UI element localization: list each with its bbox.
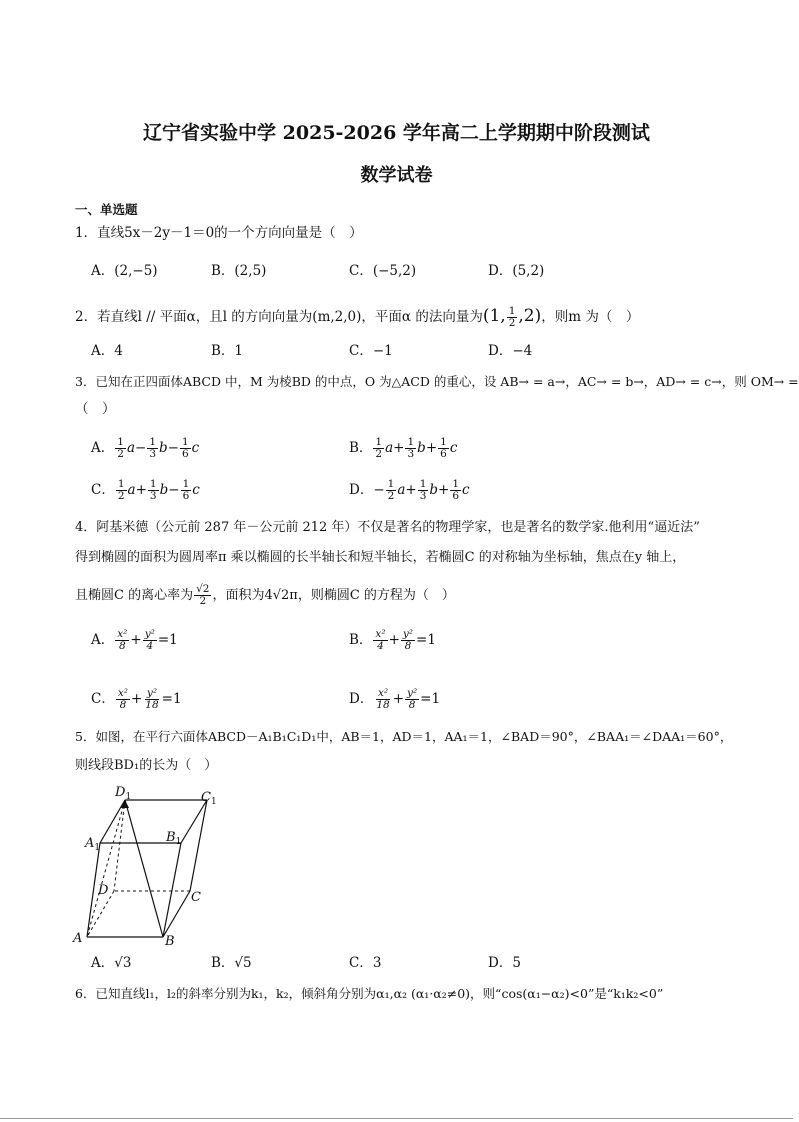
frac-den: 6 [440, 448, 447, 460]
q1-option-a: A．(2,−5) [91, 263, 158, 279]
q4-line3-part-a: 且椭圆C 的离心率为 [75, 588, 194, 603]
frac-den: 8 [404, 640, 412, 652]
q4-option-b [349, 628, 436, 652]
frac-num: 1 [440, 436, 447, 448]
q1-option-b: B．(2,5) [211, 263, 267, 279]
section-heading: 一、单选题 [75, 202, 138, 217]
edge-b1b [163, 843, 181, 937]
q2-option-b: B．1 [211, 343, 244, 359]
operator: + [393, 440, 405, 456]
q3-option-a-letter: A． [91, 440, 115, 456]
frac-num: 1 [407, 436, 415, 448]
frac-num: x² [375, 628, 386, 640]
edge-d1d [114, 800, 125, 891]
frac-den: 2 [375, 448, 383, 460]
label-c1: $C_1$ [201, 790, 217, 807]
rhs: =1 [416, 632, 436, 648]
q4-option-b-letter: B． [349, 632, 373, 648]
frac-num: y² [144, 628, 155, 640]
frac-den: 3 [419, 490, 427, 502]
operator: + [388, 632, 400, 648]
q2-option-d: D．−4 [488, 343, 533, 359]
q3-option-c-letter: C． [91, 482, 115, 498]
frac-num: y² [407, 687, 418, 699]
label-c: C [191, 890, 201, 905]
frac-den: 8 [119, 699, 127, 711]
q4-option-c [91, 687, 182, 711]
frac-num: 1 [387, 478, 395, 490]
question-4-line-1: 4．阿基米德（公元前 287 年－公元前 212 年）不仅是著名的物理学家，也是著名的数学家.他利用“逼近法” [75, 520, 700, 535]
frac-den: 18 [145, 699, 159, 711]
frac-den: 2 [117, 448, 124, 460]
q3-option-a [91, 436, 199, 460]
q4-line3-part-b: ，面积为4√2π，则椭圆C 的方程为（ ） [212, 588, 455, 603]
page-bottom-rule [0, 1118, 793, 1119]
q5-option-d: D．5 [488, 955, 521, 971]
q4-option-a-letter: A． [91, 632, 115, 648]
q2-option-c: C．−1 [349, 343, 393, 359]
frac-num: 1 [149, 436, 156, 448]
frac-num: 1 [182, 478, 190, 490]
vector-c: c [191, 440, 200, 456]
frac-num: 1 [149, 478, 157, 490]
parallelepiped-figure [70, 780, 217, 950]
q3-option-d [349, 478, 470, 502]
q5-option-a: A．√3 [91, 955, 132, 971]
frac-den: 4 [146, 640, 154, 652]
q3-option-b-letter: B． [349, 440, 373, 456]
question-1-stem: 1．直线5x－2y－1＝0的一个方向向量是（ ） [75, 225, 363, 241]
vector-b: b [429, 482, 439, 498]
edge-a1d1 [100, 800, 125, 843]
label-a1: $A_1$ [85, 836, 101, 853]
eccentricity-den: 2 [199, 595, 207, 607]
question-2-stem [75, 306, 639, 329]
vector-c: c [192, 482, 200, 498]
operator: + [392, 691, 405, 707]
q5-option-c: C．3 [349, 955, 382, 971]
operator: − [168, 482, 180, 498]
eccentricity-num: √2 [196, 583, 210, 595]
frac-num: 1 [452, 478, 460, 490]
frac-den: 18 [376, 699, 390, 711]
q2-normal-vector-fraction [507, 306, 518, 329]
question-6-stem: 6．已知直线l₁，l₂的斜率分别为k₁，k₂，倾斜角分别为α₁,α₂ (α₁·α₂≠0)，则“cos(α₁−α₂)<0”是“k₁k₂<0” [75, 986, 664, 1001]
question-5-line-2: 则线段BD₁的长为（ ） [75, 758, 218, 773]
frac-num: 1 [181, 436, 189, 448]
q2-normal-vector-open: (1, [482, 306, 506, 326]
q2-option-a: A．4 [91, 343, 123, 359]
segment-ad1 [87, 800, 125, 937]
frac-den: 3 [149, 448, 156, 460]
frac-num: y² [402, 628, 414, 640]
operator: − [373, 482, 385, 498]
frac-den: 4 [377, 640, 384, 652]
q4-option-d-letter: D． [349, 691, 374, 707]
operator: + [130, 632, 142, 648]
q2-stem-part-b: ，则m 为（ ） [541, 309, 640, 325]
frac-den: 6 [182, 490, 190, 502]
q4-option-a [91, 628, 178, 652]
rhs: =1 [157, 632, 178, 648]
operator: + [130, 691, 143, 707]
question-3-stem-cont: （ ） [75, 401, 116, 417]
rhs: =1 [161, 691, 182, 707]
vector-a: a [126, 440, 135, 456]
frac-den: 6 [452, 490, 460, 502]
vector-a: a [385, 440, 394, 456]
q3-option-d-letter: D． [349, 482, 374, 498]
segment-bd1 [125, 800, 163, 937]
frac-den: 8 [408, 699, 416, 711]
frac-den: 3 [149, 490, 157, 502]
label-b1: $B_1$ [166, 830, 182, 847]
frac-den: 3 [407, 448, 415, 460]
frac-num: 1 [117, 478, 125, 490]
q3-option-c [91, 478, 200, 502]
frac-den: 6 [181, 448, 189, 460]
frac-num: 1 [117, 436, 124, 448]
operator: − [135, 440, 147, 456]
vector-b: b [159, 482, 169, 498]
q2-frac-num: 1 [508, 305, 516, 317]
frac-num: 1 [419, 478, 427, 490]
label-b: B [165, 934, 175, 949]
label-d: D [98, 883, 109, 898]
vector-b: b [417, 440, 426, 456]
vector-a: a [397, 482, 406, 498]
question-4-line-3 [75, 584, 455, 607]
page-title: 辽宁省实验中学 2025-2026 学年高二上学期期中阶段测试 [143, 122, 650, 144]
q2-frac-den: 2 [508, 317, 516, 329]
frac-den: 8 [118, 640, 126, 652]
q4-option-d [349, 687, 440, 711]
q1-option-d: D．(5,2) [488, 263, 545, 279]
frac-den: 2 [387, 490, 395, 502]
operator: + [438, 482, 450, 498]
label-a: A [73, 931, 83, 946]
operator: + [405, 482, 417, 498]
q1-option-c: C．(−5,2) [349, 263, 417, 279]
operator: − [167, 440, 179, 456]
operator: + [425, 440, 438, 456]
vector-b: b [159, 440, 168, 456]
page-subtitle: 数学试卷 [360, 165, 433, 186]
frac-num: 1 [375, 436, 383, 448]
vector-a: a [127, 482, 136, 498]
frac-num: y² [146, 687, 158, 699]
frac-den: 2 [117, 490, 125, 502]
rhs: =1 [420, 691, 441, 707]
frac-num: x² [377, 687, 389, 699]
frac-num: x² [117, 687, 128, 699]
frac-num: x² [117, 628, 128, 640]
q4-option-c-letter: C． [91, 691, 115, 707]
q2-normal-vector-close: ,2) [518, 306, 542, 326]
q3-option-b [349, 436, 457, 460]
q2-stem-part-a: 2．若直线l // 平面α，且l 的方向向量为(m,2,0)，平面α 的法向量为 [75, 309, 483, 325]
question-4-line-2: 得到椭圆的面积为圆周率π 乘以椭圆的长半轴长和短半轴长，若椭圆C 的对称轴为坐标轴，焦点在y 轴上， [75, 550, 686, 565]
label-d1: $D_1$ [115, 785, 132, 802]
vector-c: c [462, 482, 470, 498]
vector-c: c [449, 440, 458, 456]
operator: + [135, 482, 147, 498]
question-3-stem: 3．已知在正四面体ABCD 中，M 为棱BD 的中点，O 为△ACD 的重心，设 AB→ = a→，AC→ = b→，AD→ = c→，则 OM→ = [75, 374, 799, 389]
question-5-line-1: 5．如图，在平行六面体ABCD－A₁B₁C₁D₁中，AB＝1，AD＝1，AA₁＝1，∠BAD＝90°，∠BAA₁＝∠DAA₁＝60°， [75, 729, 733, 744]
q5-option-b: B．√5 [211, 955, 252, 971]
